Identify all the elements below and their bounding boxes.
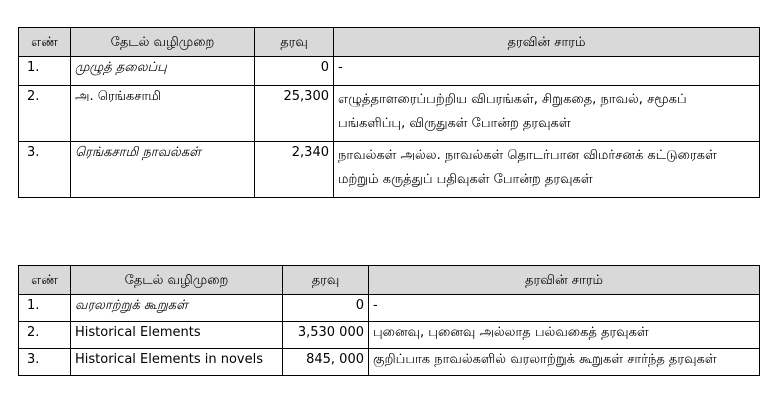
- table-row: [19, 57, 760, 86]
- row-number: 1.: [19, 295, 71, 322]
- search-results-table-2: [18, 265, 760, 376]
- header-data-summary: தரவின் சாரம்: [369, 266, 760, 295]
- search-results-table-1: [18, 27, 760, 198]
- row-data-summary: -: [334, 57, 760, 86]
- row-number: 3.: [19, 349, 71, 376]
- row-data-count: 2,340: [255, 142, 334, 198]
- header-data-count: தரவு: [255, 28, 334, 57]
- table-row: [19, 142, 760, 198]
- row-number: 2.: [19, 86, 71, 142]
- header-data-count: தரவு: [283, 266, 369, 295]
- table-header-row: [19, 266, 760, 295]
- row-number: 3.: [19, 142, 71, 198]
- row-data-summary: நாவல்கள் அல்ல. நாவல்கள் தொடர்பான விமர்சனக் கட்டுரைகள் மற்றும் கருத்துப் பதிவுகள் போன்ற தரவுகள்: [334, 142, 760, 198]
- header-number: எண்: [19, 266, 71, 295]
- header-search-method: தேடல் வழிமுறை: [71, 266, 283, 295]
- header-data-summary: தரவின் சாரம்: [334, 28, 760, 57]
- row-search-method: Historical Elements in novels: [71, 349, 283, 376]
- row-data-count: 3,530 000: [283, 322, 369, 349]
- row-search-method: வரலாற்றுக் கூறுகள்: [71, 295, 283, 322]
- table-row: [19, 349, 760, 376]
- table-row: [19, 86, 760, 142]
- table-header-row: [19, 28, 760, 57]
- header-number: எண்: [19, 28, 71, 57]
- row-data-summary: எழுத்தாளரைப்பற்றிய விபரங்கள், சிறுகதை, நாவல், சமூகப் பங்களிப்பு, விருதுகள் போன்ற தரவுகள்: [334, 86, 760, 142]
- row-data-summary: புனைவு, புனைவு அல்லாத பல்வகைத் தரவுகள்: [369, 322, 760, 349]
- row-number: 2.: [19, 322, 71, 349]
- row-number: 1.: [19, 57, 71, 86]
- row-data-count: 845, 000: [283, 349, 369, 376]
- row-data-summary: -: [369, 295, 760, 322]
- row-data-count: 0: [283, 295, 369, 322]
- row-search-method: ரெங்கசாமி நாவல்கள்: [71, 142, 255, 198]
- row-data-count: 0: [255, 57, 334, 86]
- row-data-count: 25,300: [255, 86, 334, 142]
- row-data-summary: குறிப்பாக நாவல்களில் வரலாற்றுக் கூறுகள் சார்ந்த தரவுகள்: [369, 349, 760, 376]
- header-search-method: தேடல் வழிமுறை: [71, 28, 255, 57]
- row-search-method: அ. ரெங்கசாமி: [71, 86, 255, 142]
- table-row: [19, 295, 760, 322]
- row-search-method: Historical Elements: [71, 322, 283, 349]
- row-search-method: முழுத் தலைப்பு: [71, 57, 255, 86]
- table-row: [19, 322, 760, 349]
